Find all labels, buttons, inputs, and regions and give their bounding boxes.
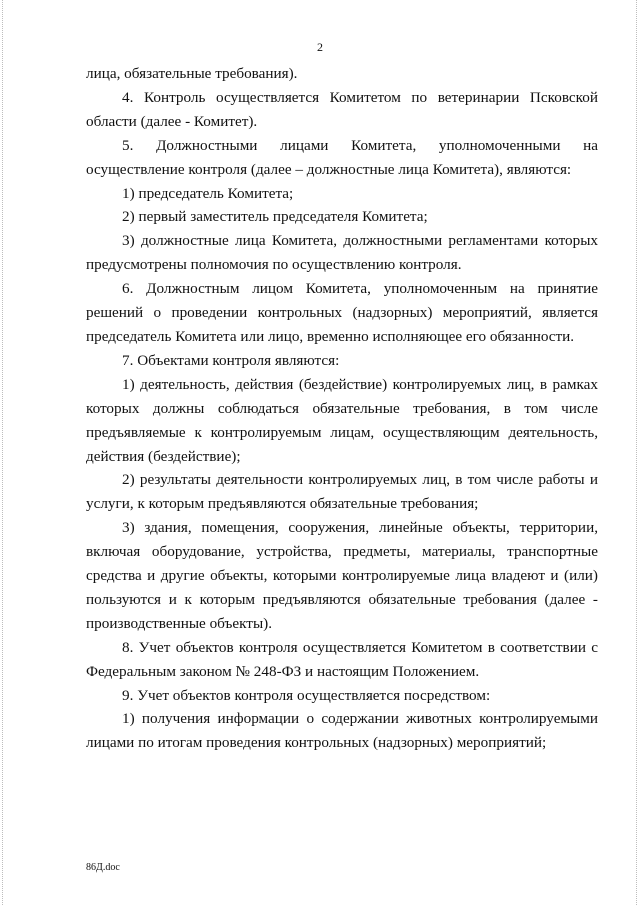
document-body: [86, 62, 598, 755]
paragraph-6: 6. Должностным лицом Комитета, уполномоченным на принятие решений о проведении контрольных (надзорных) мероприятий, является председатель Комитета или лицо, временно исполняющее его обязанности.: [86, 280, 598, 345]
paragraph-7: 7. Объектами контроля являются:: [122, 351, 340, 369]
paragraph-7-item-3: 3) здания, помещения, сооружения, линейные объекты, территории, включая оборудование, устройства, предметы, материалы, транспортные средства и другие объекты, которыми контролируемые лица владеют и (или) пользуются и к которым предъявляются обязательные требования (далее - производственные объекты).: [86, 519, 598, 632]
file-name-footer: 86Д.doc: [86, 862, 120, 873]
paragraph-5-item-3: 3) должностные лица Комитета, должностными регламентами которых предусмотрены полномочия по осуществлению контроля.: [86, 232, 598, 274]
paragraph-9: 9. Учет объектов контроля осуществляется посредством:: [122, 686, 491, 704]
page-left-edge: [2, 0, 3, 905]
paragraph-continuation: лица, обязательные требования).: [86, 65, 298, 82]
paragraph-9-item-1: 1) получения информации о содержании животных контролируемыми лицами по итогам проведения контрольных (надзорных) мероприятий;: [86, 710, 598, 752]
paragraph-5: 5. Должностными лицами Комитета, уполномоченными на осуществление контроля (далее – должностные лица Комитета), являются:: [86, 136, 598, 178]
paragraph-5-item-2: 2) первый заместитель председателя Комитета;: [122, 208, 428, 226]
paragraph-7-item-2: 2) результаты деятельности контролируемых лиц, в том числе работы и услуги, к которым предъявляются обязательные требования;: [86, 471, 598, 513]
paragraph-4: 4. Контроль осуществляется Комитетом по ветеринарии Псковской области (далее - Комитет).: [86, 88, 598, 130]
paragraph-5-item-1: 1) председатель Комитета;: [122, 184, 294, 202]
paragraph-8: 8. Учет объектов контроля осуществляется Комитетом в соответствии с Федеральным законом № 248-ФЗ и настоящим Положением.: [86, 638, 598, 680]
page-number: 2: [317, 40, 323, 54]
page-right-edge: [636, 0, 637, 905]
paragraph-7-item-1: 1) деятельность, действия (бездействие) контролируемых лиц, в рамках которых должны соблюдаться обязательные требования, в том числе предъявляемые к контролируемым лицам, осуществляющим деятельность, действия (бездействие);: [86, 375, 598, 465]
